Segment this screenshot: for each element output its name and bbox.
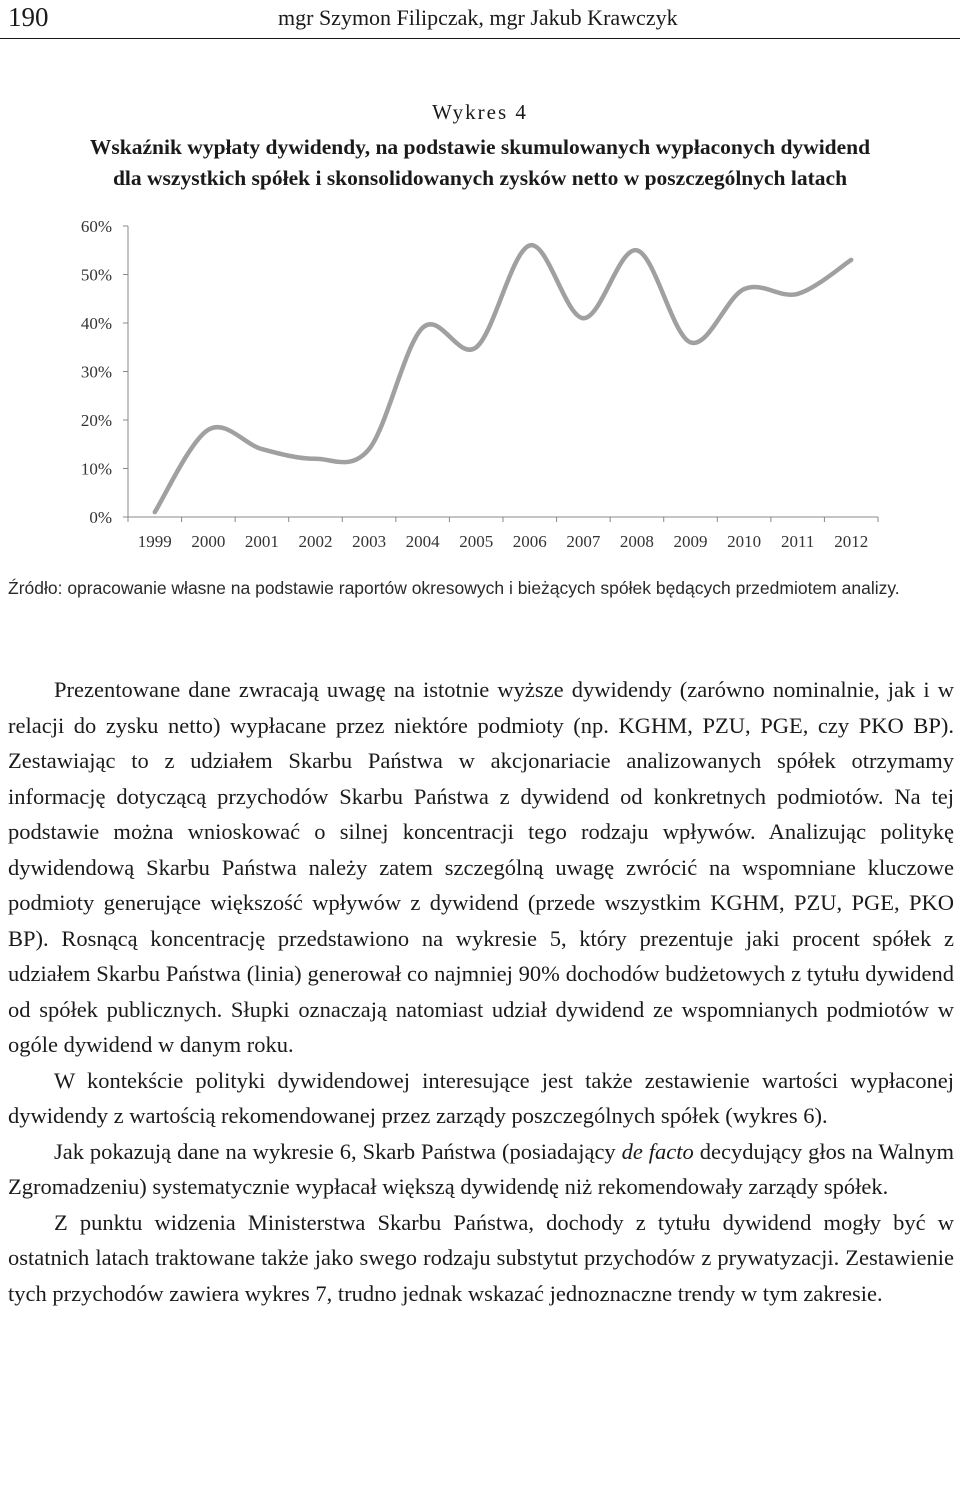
y-tick-label: 20%	[80, 411, 112, 430]
y-tick-label: 40%	[80, 314, 112, 333]
y-tick-label: 60%	[80, 217, 112, 236]
paragraph-3-part-1: Jak pokazują dane na wykresie 6, Skarb Państwa (posiadający	[54, 1138, 622, 1164]
x-tick-label: 2011	[780, 532, 815, 551]
x-tick-label: 2007	[566, 532, 601, 551]
paragraph-3-emphasis: de facto	[621, 1138, 694, 1164]
paragraph-1: Prezentowane dane zwracają uwagę na istotnie wyższe dywidendy (zarówno nominalnie, jak i w relacji do zysku netto) wypłacane przez niektóre podmioty (np. KGHM, PZU, PGE, czy PKO BP). Zestawiając to z udziałem Skarbu Państwa w akcjonariacie analizowanych spółek otrzymamy informację dotyczącą przychodów Skarbu Państwa z dywidend od konkretnych podmiotów. Na tej podstawie można wnioskować o silnej koncentracji tego rodzaju wpływów. Analizując politykę dywidendową Skarbu Państwa należy zatem szczególną uwagę zwrócić na wspomniane kluczowe podmioty generujące większość wpływów z dywidend (przede wszystkim KGHM, PZU, PGE, PKO BP). Rosnącą koncentrację przedstawiono na wykresie 5, który prezentuje jaki procent spółek z udziałem Skarbu Państwa (linia) generował co najmniej 90% dochodów budżetowych z tytułu dywidend od spółek publicznych. Słupki oznaczają natomiast udział dywidend ze wspomnianych podmiotów w ogóle dywidend w danym roku.	[8, 677, 954, 1057]
x-tick-label: 2000	[191, 532, 226, 551]
x-tick-label: 2005	[459, 532, 494, 551]
x-tick-label: 2006	[512, 532, 547, 551]
paragraph-4: Z punktu widzenia Ministerstwa Skarbu Państwa, dochody z tytułu dywidend mogły być w ostatnich latach traktowane także jako swego rodzaju substytut przychodów z prywatyzacji. Zestawienie tych przychodów zawiera wykres 7, trudno jednak wskazać jednoznaczne trendy w tym zakresie.	[8, 1209, 954, 1306]
paragraph-3-part-2: decydujący głos na Walnym Zgromadzeniu) systematycznie wypłacał większą dywidendę niż rekomendowały zarządy spółek.	[8, 1138, 954, 1199]
payout-ratio-line-chart	[0, 200, 960, 570]
y-tick-label: 50%	[80, 265, 112, 285]
running-head-authors: mgr Szymon Filipczak, mgr Jakub Krawczyk	[278, 5, 678, 30]
page-header	[0, 0, 960, 39]
body-text	[8, 672, 954, 1311]
x-tick-label: 1999	[137, 532, 172, 551]
page-number: 190	[8, 2, 49, 32]
figure-title-line-1: Wskaźnik wypłaty dywidendy, na podstawie skumulowanych wypłaconych dywidend	[89, 135, 871, 159]
x-tick-label: 2003	[352, 532, 387, 551]
figure-label: Wykres 4	[432, 100, 528, 124]
payout-ratio-series-line	[155, 245, 851, 512]
x-tick-label: 2002	[298, 532, 333, 551]
x-tick-label: 2010	[727, 532, 762, 551]
x-tick-label: 2012	[834, 532, 869, 551]
y-tick-label: 0%	[89, 508, 112, 527]
x-tick-label: 2004	[405, 532, 440, 551]
y-tick-label: 10%	[80, 459, 112, 479]
x-tick-label: 2001	[244, 532, 279, 551]
paragraph-2: W kontekście polityki dywidendowej interesujące jest także zestawienie wartości wypłaconej dywidendy z wartością rekomendowanej przez zarządy poszczególnych spółek (wykres 6).	[8, 1067, 954, 1128]
figure-source-note: Źródło: opracowanie własne na podstawie raportów okresowych i bieżących spółek będących przedmiotem analizy.	[8, 578, 900, 598]
figure-title-line-2: dla wszystkich spółek i skonsolidowanych zysków netto w poszczególnych latach	[112, 166, 848, 190]
x-tick-label: 2009	[673, 532, 708, 551]
paragraph-3	[8, 1134, 954, 1205]
x-tick-label: 2008	[619, 532, 654, 551]
y-tick-label: 30%	[80, 362, 112, 382]
figure-title	[0, 132, 960, 194]
